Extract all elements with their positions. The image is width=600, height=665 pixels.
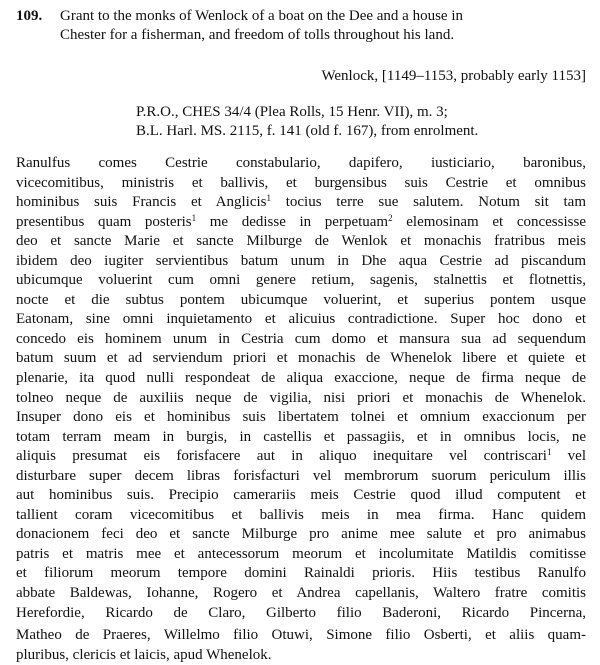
source-reference-1: P.R.O., CHES 34/4 (Plea Rolls, 15 Henr. VII), m. 3; [136, 104, 448, 120]
charter-text-segment: me dedisse in perpetuam [196, 213, 389, 230]
charter-line [16, 545, 586, 565]
charter-text-segment: Eatonam, sine omni inquietamento et alicuius contradictione. Super hoc dono et [16, 311, 586, 328]
footnote-marker: 1 [191, 212, 197, 223]
charter-text-segment: elemosinam et concessisse [392, 213, 586, 230]
charter-line [16, 193, 586, 213]
footnote-marker: 2 [388, 212, 393, 223]
charter-line [16, 271, 586, 291]
charter-text-segment: totam terram meam in burgis, in castellis et passagiis, et in omnibus locis, ne [16, 428, 586, 445]
charter-line [16, 389, 586, 409]
charter-line [16, 330, 586, 350]
footnote-marker: 1 [546, 447, 552, 458]
footnote-marker: 1 [266, 193, 271, 204]
charter-line [16, 584, 586, 604]
charter-line [16, 174, 586, 194]
charter-text-segment: batum suum et ad serviendum priori et monachis de Whenelok libere et quiete et [16, 350, 586, 367]
charter-line [16, 154, 586, 174]
charter-text-segment: Insuper dono eis et hominibus suis libertatem tolnei et omnium exaccionum per [16, 409, 586, 426]
charter-line [16, 369, 586, 389]
document-header [16, 7, 586, 45]
charter-text-segment: hominibus suis Francis et Anglicis [16, 194, 267, 211]
charter-text-segment: Herefordie, Ricardo de Claro, Gilberto filio Baderoni, Ricardo Pincerna, [16, 604, 586, 621]
charter-text-segment: et filiorum meorum tempore domini Rainaldi prioris. Hiis testibus Ranulfo [16, 565, 586, 582]
charter-line [16, 408, 586, 428]
charter-line [16, 310, 586, 330]
charter-text-segment: ibidem deo iugiter servientibus batum unum in Dhe aqua Cestrie ad piscandum [16, 252, 586, 269]
charter-text-segment: deo et sancte Marie et sancte Milburge de Wenlok et monachis fratribus meis [16, 233, 586, 250]
charter-line [16, 525, 586, 545]
charter-text-segment: ubicumque voluerint cum omni genere retium, sagenis, stalnettis et flotnettis, [16, 272, 586, 289]
charter-line [16, 467, 586, 487]
source-reference-2: B.L. Harl. MS. 2115, f. 141 (old f. 167), from enrolment. [136, 123, 479, 139]
document-heading [60, 7, 586, 45]
charter-text-segment: concedo eis hominem unum in Cestria cum domo et mansura sua ad sequendum [16, 330, 586, 347]
charter-line [16, 506, 586, 526]
charter-text-segment: disturbare super decem libras forisfacturi vel membrorum suorum periculum illis [16, 467, 586, 484]
charter-text-segment: presentibus quam posteris [16, 213, 192, 230]
charter-text-segment: abbate Baldewas, Iohanne, Rogero et Andrea capellanis, Waltero fratre comitis [16, 585, 586, 602]
charter-text-segment: plenarie, ita quod nulli respondeat de aliqua exaccione, neque de firma neque de [16, 370, 586, 387]
document-number: 109. [16, 8, 43, 24]
charter-line [16, 252, 586, 272]
charter-text-segment: vel [551, 448, 586, 465]
charter-text-segment: Matheo de Praeres, Willelmo filio Otuwi, Simone filio Osberti, et aliis quam- [16, 627, 586, 644]
place-date-line: Wenlock, [1149–1153, probably early 1153] [321, 68, 586, 84]
charter-line [16, 447, 586, 467]
charter-text-segment: donacionem feci deo et sancte Milburge pro anime mee salute et pro animabus [16, 526, 586, 543]
charter-text-segment: tocius terre sue salutem. Notum sit tam [271, 194, 586, 211]
charter-text-segment: tallient coram vicecomitibus et ballivis meis in mea firma. Hanc quidem [16, 506, 586, 523]
charter-text-segment: patris et matris mee et antecessorum meorum et incolumitate Matildis comitisse [16, 545, 586, 562]
charter-line [16, 232, 586, 252]
charter-text-segment: aut hominibus suis. Precipio camerariis meis Cestrie quod illud computent et [16, 487, 586, 504]
charter-line [16, 564, 586, 584]
source-references [136, 103, 478, 141]
charter-line [16, 291, 586, 311]
charter-line [16, 349, 586, 369]
charter-text-segment: tolneo neque de auxiliis neque de vigilia, nisi priori et monachis de Whenelok. [16, 389, 586, 406]
charter-text-segment: vicecomitibus, ministris et ballivis, et burgensibus suis Cestrie et omnibus [16, 174, 586, 191]
charter-line [16, 213, 586, 233]
charter-text-segment: pluribus, clericis et laicis, apud Whenelok. [16, 646, 272, 663]
charter-text-segment: nocte et die subtus pontem ubicumque voluerint, et superius pontem usque [16, 291, 586, 308]
charter-line [16, 486, 586, 506]
charter-text [16, 154, 586, 665]
charter-text-segment: Ranulfus comes Cestrie constabulario, dapifero, iusticiario, baronibus, [16, 155, 586, 171]
charter-line [16, 604, 586, 624]
heading-line-2: Chester for a fisherman, and freedom of tolls throughout his land. [60, 27, 455, 43]
charter-line [16, 428, 586, 448]
charter-line [16, 626, 586, 646]
charter-line [16, 646, 586, 665]
heading-line-1: Grant to the monks of Wenlock of a boat on the Dee and a house in [60, 8, 463, 24]
charter-text-segment: aliquis presumat eis forisfacere aut in aliquo inequitare vel contriscari [16, 448, 547, 465]
